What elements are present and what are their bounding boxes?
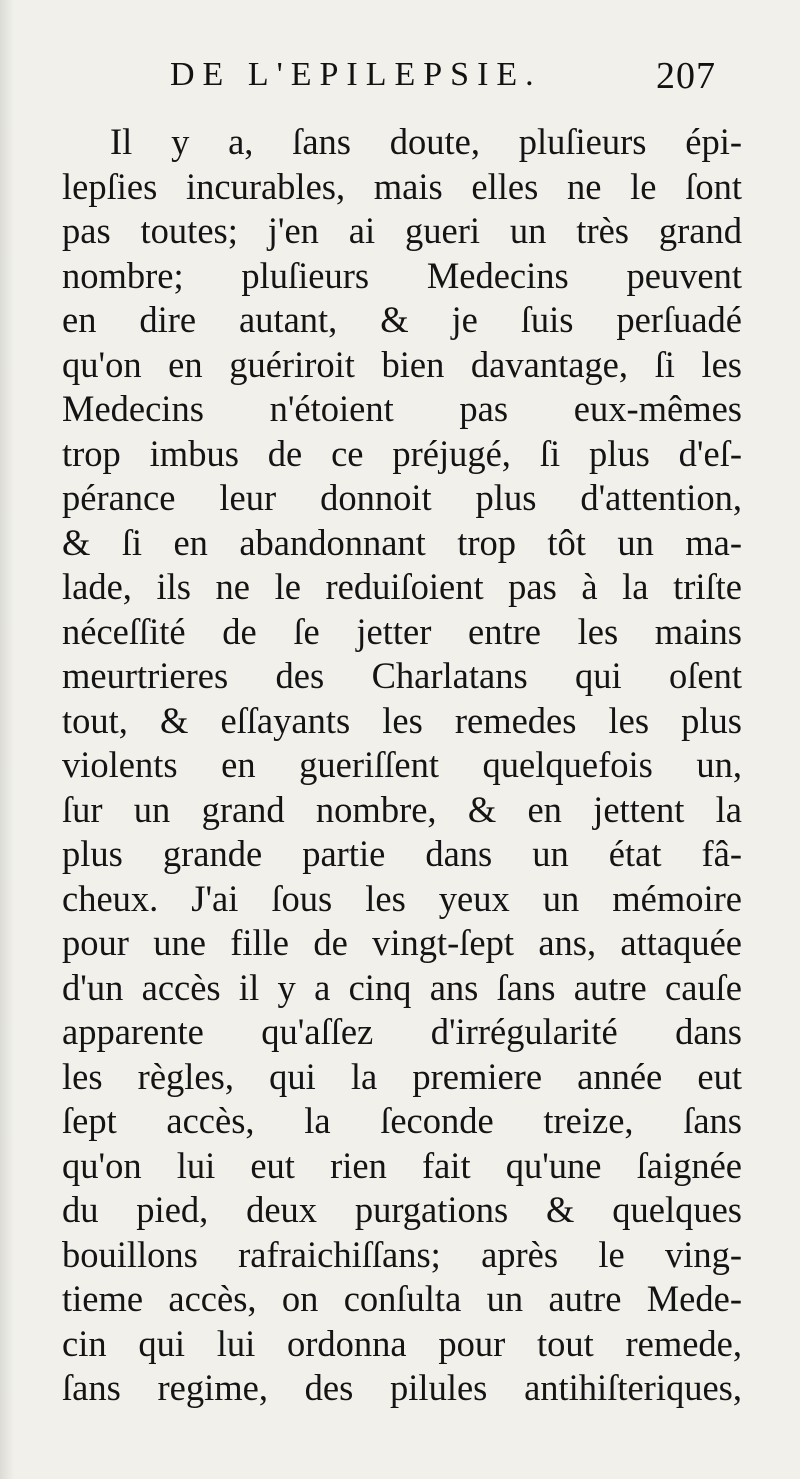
text-line: d'un accès il y a cinq ans ſans autre cauſe: [62, 966, 742, 1008]
text-line: tout, & eſſayants les remedes les plus: [62, 699, 742, 741]
running-title: DE L'EPILEPSIE.: [170, 56, 542, 93]
text-line: trop imbus de ce préjugé, ſi plus d'eſ-: [62, 432, 742, 474]
text-line: plus grande partie dans un état fâ-: [62, 833, 742, 874]
text-line: meurtrieres des Charlatans qui oſent: [62, 655, 742, 696]
text-line: cin qui lui ordonna pour tout remede,: [62, 1322, 742, 1364]
page-number: 207: [656, 55, 716, 97]
text-line: tieme accès, on conſulta un autre Mede-: [62, 1278, 742, 1319]
text-line: ſans regime, des pilules antihiſteriques,: [62, 1367, 742, 1408]
text-line: les règles, qui la premiere année eut: [62, 1055, 742, 1097]
text-line: nombre; pluſieurs Medecins peuvent: [62, 254, 742, 296]
text-line: ſur un grand nombre, & en jettent la: [62, 788, 742, 830]
text-line: bouillons rafraichiſſans; après le ving-: [62, 1233, 742, 1275]
text-line: apparente qu'aſſez d'irrégularité dans: [62, 1011, 742, 1052]
body-text: [62, 120, 742, 1411]
text-line: & ſi en abandonnant trop tôt un ma-: [62, 521, 742, 563]
text-line: du pied, deux purgations & quelques: [62, 1189, 742, 1230]
text-line: Medecins n'étoient pas eux-mêmes: [62, 388, 742, 429]
text-line: qu'on lui eut rien fait qu'une ſaignée: [62, 1144, 742, 1186]
text-line: qu'on en guériroit bien davantage, ſi les: [62, 343, 742, 385]
text-line: Il y a, ſans doute, pluſieurs épi-: [110, 121, 742, 162]
text-line: en dire autant, & je ſuis perſuadé: [62, 299, 742, 340]
text-line: lade, ils ne le reduiſoient pas à la triſte: [62, 566, 742, 607]
text-line: néceſſité de ſe jetter entre les mains: [62, 610, 742, 652]
text-line: pas toutes; j'en ai gueri un très grand: [62, 210, 742, 251]
text-line: lepſies incurables, mais elles ne le ſont: [62, 165, 742, 207]
text-line: violents en gueriſſent quelquefois un,: [62, 744, 742, 785]
text-line: pour une fille de vingt-ſept ans, attaquée: [62, 922, 742, 963]
text-line: ſept accès, la ſeconde treize, ſans: [62, 1100, 742, 1141]
page-header: [170, 52, 730, 104]
text-line: pérance leur donnoit plus d'attention,: [62, 477, 742, 518]
page-gutter-shadow: [0, 0, 14, 1479]
text-line: cheux. J'ai ſous les yeux un mémoire: [62, 877, 742, 919]
